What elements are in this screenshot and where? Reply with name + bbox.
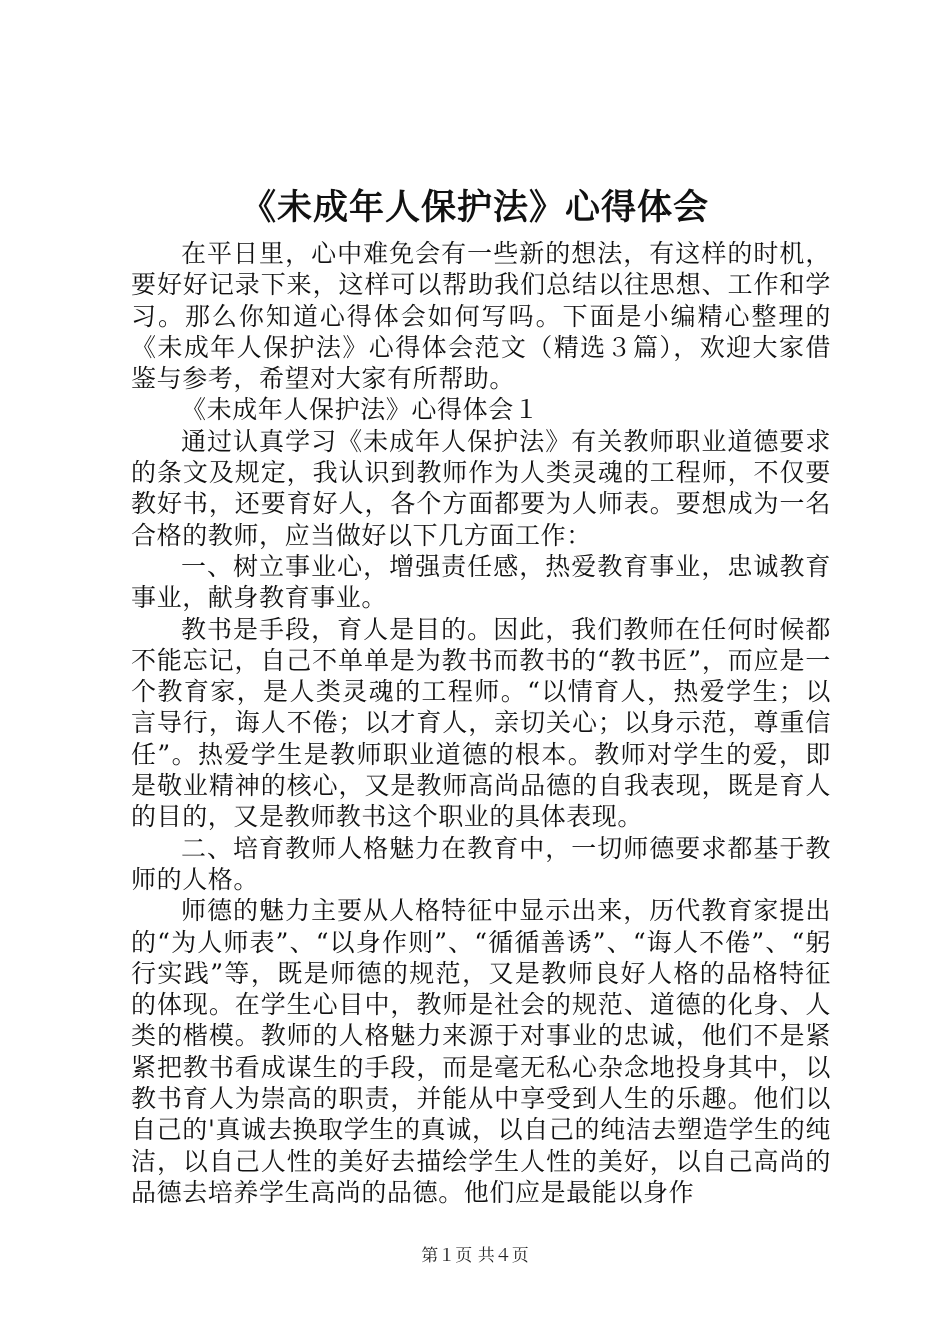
- document-body: [131, 238, 831, 1208]
- point-one-paragraph: 一、树立事业心，增强责任感，热爱教育事业，忠诚教育事业，献身教育事业。: [131, 551, 831, 613]
- section-heading: 《未成年人保护法》心得体会１: [181, 395, 540, 425]
- body-paragraph: 通过认真学习《未成年人保护法》有关教师职业道德要求的条文及规定，我认识到教师作为人类灵魂的工程师，不仅要教好书，还要育好人，各个方面都要为人师表。要想成为一名合格的教师，应当做好以下几方面工作：: [131, 426, 831, 550]
- body-paragraph: 师德的魅力主要从人格特征中显示出来，历代教育家提出的“为人师表”、“以身作则”、“循循善诱”、“诲人不倦”、“躬行实践”等，既是师德的规范，又是教师良好人格的品格特征的体现。在学生心目中，教师是社会的规范、道德的化身、人类的楷模。教师的人格魅力来源于对事业的忠诚，他们不是紧紧把教书看成谋生的手段，而是毫无私心杂念地投身其中，以教书育人为崇高的职责，并能从中享受到人生的乐趣。他们以自己的'真诚去换取学生的真诚，以自己的纯洁去塑造学生的纯洁，以自己人性的美好去描绘学生人性的美好，以自己高尚的品德去培养学生高尚的品德。他们应是最能以身作: [131, 896, 831, 1207]
- document-title: 《未成年人保护法》心得体会: [240, 187, 709, 228]
- body-paragraph: 教书是手段，育人是目的。因此，我们教师在任何时候都不能忘记，自己不单单是为教书而教书的“教书匠”，而应是一个教育家，是人类灵魂的工程师。“以情育人，热爱学生；以言导行，诲人不倦；以才育人，亲切关心；以身示范，尊重信任”。热爱学生是教师职业道德的根本。教师对学生的爱，即是敬业精神的核心，又是教师高尚品德的自我表现，既是育人的目的，又是教师教书这个职业的具体表现。: [131, 614, 831, 832]
- page-number: 第１页 共４页: [421, 1246, 529, 1266]
- point-two-paragraph: 二、培育教师人格魅力在教育中，一切师德要求都基于教师的人格。: [131, 833, 831, 894]
- intro-paragraph: 在平日里，心中难免会有一些新的想法，有这样的时机，要好好记录下来，这样可以帮助我们总结以往思想、工作和学习。那么你知道心得体会如何写吗。下面是小编精心整理的《未成年人保护法》心得体会范文（精选３篇），欢迎大家借鉴与参考，希望对大家有所帮助。: [131, 239, 831, 394]
